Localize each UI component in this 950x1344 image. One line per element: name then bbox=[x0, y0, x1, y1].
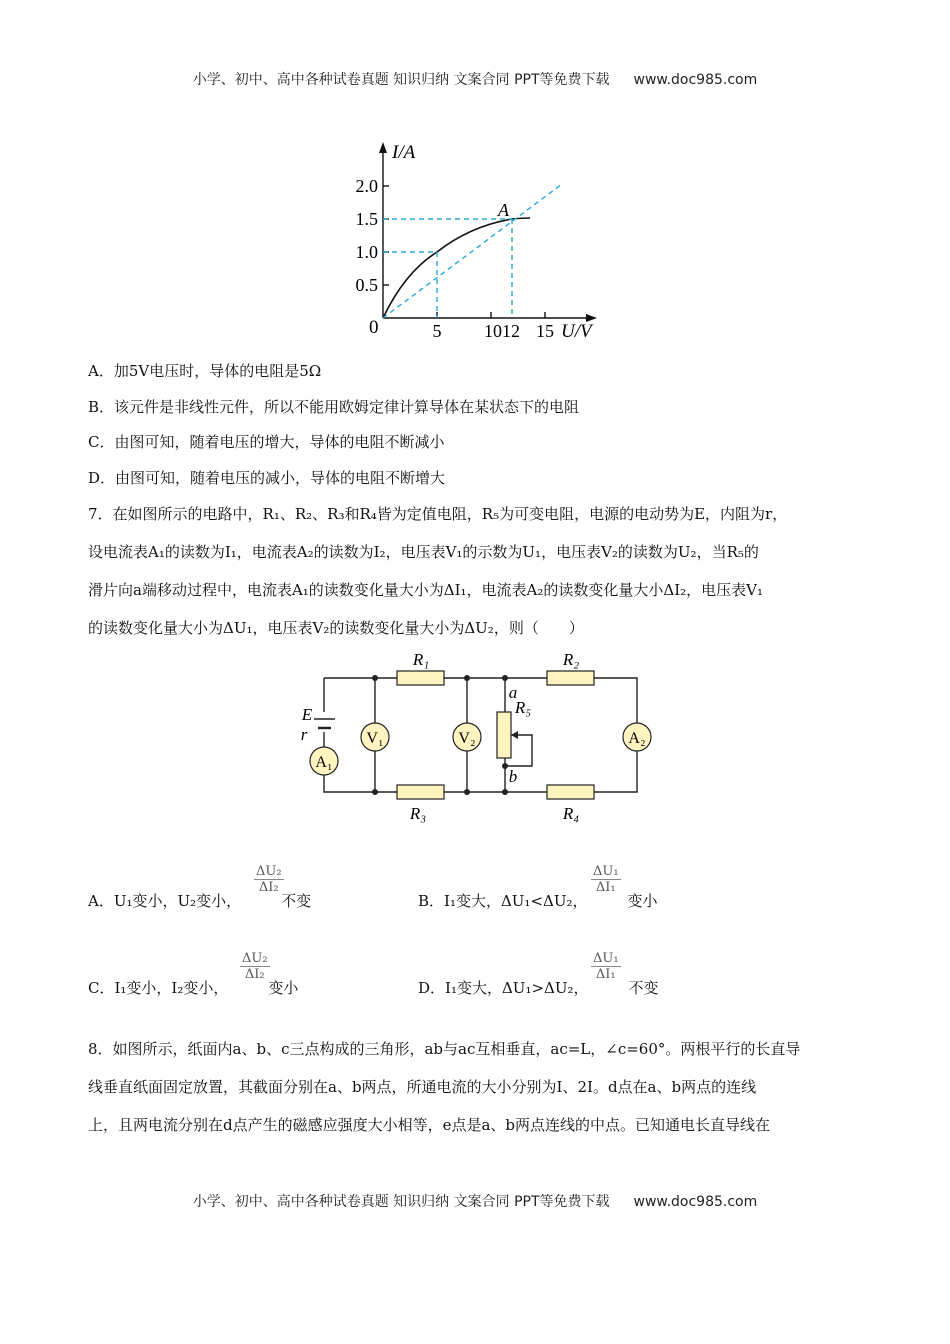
q8-text: 8．如图所示，纸面内a、b、c三点构成的三角形，ab与ac互相垂直，ac=L，∠c=60°。两根平行的长直导 bbox=[88, 1040, 801, 1058]
y-tick: 1.5 bbox=[355, 209, 378, 229]
fraction: $\frac{\text{ΔU₁}}{\text{ΔI₁}}$ bbox=[593, 951, 619, 982]
y-arrow-icon bbox=[379, 142, 387, 153]
resistor-r3 bbox=[397, 785, 444, 799]
q7-option-b[interactable]: B．I₁变大，ΔU₁<ΔU₂， 变小 bbox=[418, 892, 658, 910]
y-tick: 0.5 bbox=[355, 275, 378, 295]
q7-text: 滑片向a端移动过程中，电流表A₁的读数变化量大小为ΔI₁，电流表A₂的读数变化量大小ΔI₂，电压表V₁ bbox=[88, 581, 764, 599]
page-footer bbox=[0, 1191, 950, 1211]
rheostat-r5 bbox=[497, 712, 511, 758]
header-text: 小学、初中、高中各种试卷真题 知识归纳 文案合同 PPT等免费下载 bbox=[192, 72, 610, 88]
slider-arrow-icon bbox=[511, 731, 518, 739]
q8-text: 上，且两电流分别在d点产生的磁感应强度大小相等，e点是a、b两点连线的中点。已知通电长直导线在 bbox=[88, 1116, 771, 1134]
origin-label: 0 bbox=[369, 317, 379, 338]
q7-text: 7．在如图所示的电路中，R₁、R₂、R₃和R₄皆为定值电阻，R₅为可变电阻，电源的电动势为E，内阻为r， bbox=[88, 505, 788, 523]
x-axis-label: U/V bbox=[561, 321, 592, 342]
q7-option-d[interactable]: D．I₁变大，ΔU₁>ΔU₂， 不变 bbox=[418, 979, 659, 997]
label-r5: R₅ bbox=[514, 698, 532, 717]
fraction: $\frac{\text{ΔU₂}}{\text{ΔI₂}}$ bbox=[256, 864, 282, 895]
label-e: E bbox=[301, 705, 313, 724]
label-r2: R₂ bbox=[562, 650, 580, 669]
fraction: $\frac{\text{ΔU₂}}{\text{ΔI₂}}$ bbox=[242, 951, 268, 982]
footer-text: 小学、初中、高中各种试卷真题 知识归纳 文案合同 PPT等免费下载 bbox=[192, 1194, 610, 1210]
header-url[interactable]: www.doc985.com bbox=[633, 72, 758, 88]
resistor-r1 bbox=[397, 671, 444, 685]
x-tick: 15 bbox=[536, 321, 554, 341]
label-r3: R₃ bbox=[409, 804, 427, 823]
q6-option-d[interactable]: D．由图可知，随着电压的减小，导体的电阻不断增大 bbox=[88, 469, 446, 487]
q6-option-c[interactable]: C．由图可知，随着电压的增大，导体的电阻不断减小 bbox=[88, 433, 445, 451]
label-r1: R₁ bbox=[412, 650, 430, 669]
fraction: $\frac{\text{ΔU₁}}{\text{ΔI₁}}$ bbox=[593, 864, 619, 895]
x-tick: 1012 bbox=[484, 321, 520, 341]
svg-text:A₁: A₁ bbox=[315, 754, 333, 771]
resistor-r2 bbox=[547, 671, 594, 685]
label-r4: R₄ bbox=[562, 804, 580, 823]
point-a-label: A bbox=[498, 200, 509, 220]
y-tick: 1.0 bbox=[355, 242, 378, 262]
iu-graph bbox=[0, 0, 950, 350]
label-b: b bbox=[508, 767, 518, 786]
q6-option-a[interactable]: A．加5V电压时，导体的电阻是5Ω bbox=[88, 362, 322, 380]
resistor-r4 bbox=[547, 785, 594, 799]
q8-text: 线垂直纸面固定放置，其截面分别在a、b两点，所通电流的大小分别为I、2I。d点在a、b两点的连线 bbox=[88, 1078, 757, 1096]
svg-text:A₂: A₂ bbox=[628, 730, 646, 747]
iu-curve bbox=[383, 218, 530, 318]
q6-option-b[interactable]: B．该元件是非线性元件，所以不能用欧姆定律计算导体在某状态下的电阻 bbox=[88, 398, 580, 416]
label-r: r bbox=[300, 725, 308, 744]
label-a: a bbox=[508, 683, 518, 702]
circuit-diagram bbox=[0, 640, 950, 830]
y-tick: 2.0 bbox=[355, 176, 378, 196]
q7-option-a[interactable]: A．U₁变小，U₂变小， 不变 bbox=[88, 892, 312, 910]
q7-text: 的读数变化量大小为ΔU₁，电压表V₂的读数变化量大小为ΔU₂，则（ ） bbox=[88, 619, 584, 637]
q7-text: 设电流表A₁的读数为I₁，电流表A₂的读数为I₂，电压表V₁的示数为U₁，电压表V₂的读数为U₂，当R₅的 bbox=[88, 543, 759, 561]
reference-line bbox=[383, 184, 562, 318]
footer-url[interactable]: www.doc985.com bbox=[633, 1194, 758, 1210]
y-axis-label: I/A bbox=[392, 142, 416, 163]
svg-text:V₂: V₂ bbox=[458, 730, 476, 747]
x-tick: 5 bbox=[432, 321, 442, 341]
svg-text:V₁: V₁ bbox=[366, 730, 384, 747]
q7-option-c[interactable]: C．I₁变小，I₂变小， 变小 bbox=[88, 979, 299, 997]
